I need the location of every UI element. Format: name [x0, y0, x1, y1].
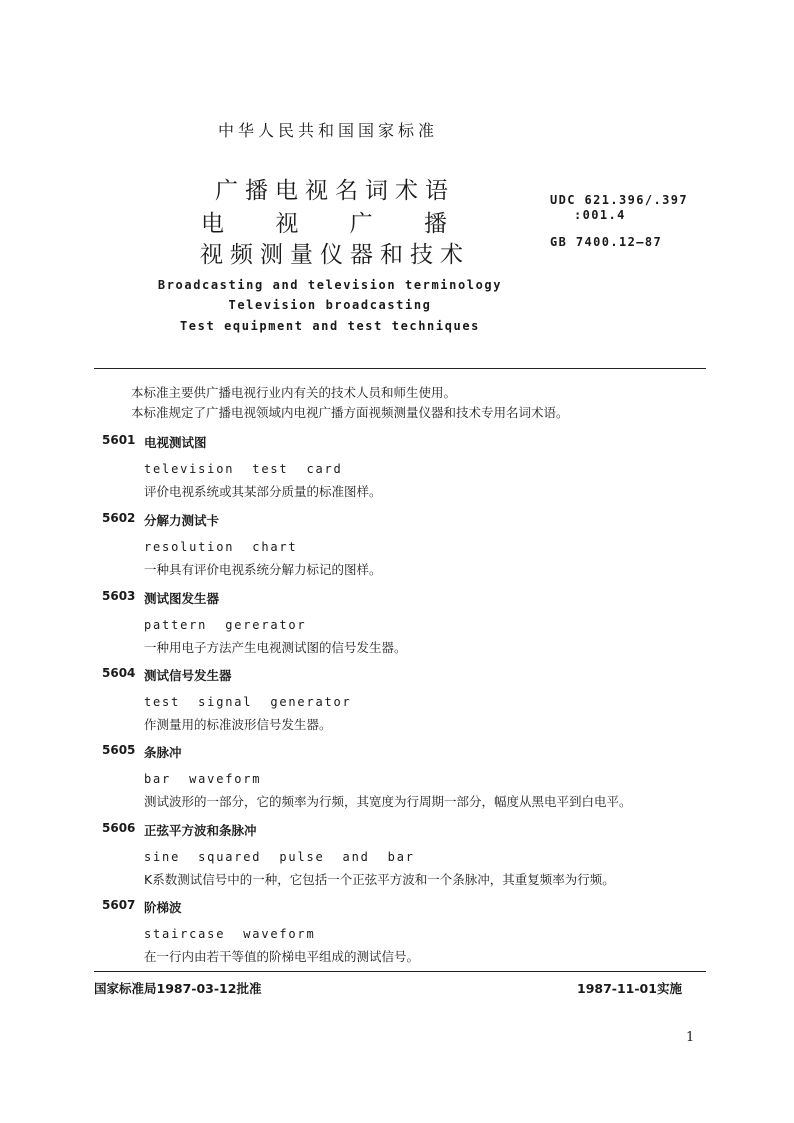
issuer-heading: 中华人民共和国国家标准 [218, 121, 439, 140]
term-definition: K系数测试信号中的一种，它包括一个正弦平方波和一个条脉冲，其重复频率为行频。 [144, 872, 615, 887]
term-number: 5606 [102, 821, 136, 835]
term-english: bar waveform [144, 772, 262, 786]
term-chinese: 阶梯波 [144, 900, 182, 915]
term-definition: 评价电视系统或其某部分质量的标准图样。 [144, 484, 382, 499]
term-number: 5602 [102, 511, 136, 525]
english-title-line-2: Television broadcasting [228, 298, 432, 312]
english-title-line-1: Broadcasting and television terminology [157, 278, 503, 292]
term-definition: 一种具有评价电视系统分解力标记的图样。 [144, 562, 382, 577]
term-english: staircase waveform [144, 927, 316, 941]
term-chinese: 分解力测试卡 [144, 513, 220, 528]
term-definition: 在一行内由若干等值的阶梯电平组成的测试信号。 [144, 949, 420, 964]
term-number: 5603 [102, 589, 136, 603]
term-number: 5604 [102, 666, 136, 680]
term-chinese: 测试图发生器 [144, 591, 220, 606]
term-english: test signal generator [144, 695, 352, 709]
footer-divider [94, 971, 706, 972]
udc-code-suffix: :001.4 [574, 208, 626, 222]
term-definition: 作测量用的标准波形信号发生器。 [144, 717, 332, 732]
term-english: sine squared pulse and bar [144, 850, 415, 864]
term-english: television test card [144, 462, 343, 476]
page-number: 1 [686, 1030, 695, 1045]
term-number: 5601 [102, 433, 136, 447]
term-chinese: 正弦平方波和条脉冲 [144, 823, 257, 838]
term-definition: 测试波形的一部分，它的频率为行频，其宽度为行周期一部分，幅度从黑电平到白电平。 [144, 794, 632, 809]
title-line-2: 电 视 广 播 [201, 211, 469, 237]
term-english: resolution chart [144, 540, 298, 554]
intro-line-2: 本标准规定了广播电视领域内电视广播方面视频测量仪器和技术专用名词术语。 [131, 405, 569, 420]
intro-line-1: 本标准主要供广播电视行业内有关的技术人员和师生使用。 [131, 385, 457, 400]
term-number: 5605 [102, 743, 136, 757]
approval-date: 国家标准局1987-03-12批准 [94, 981, 262, 996]
udc-code: UDC 621.396/.397 [550, 193, 688, 207]
effective-date: 1987-11-01实施 [577, 981, 682, 996]
english-title-line-3: Test equipment and test techniques [179, 319, 481, 333]
term-definition: 一种用电子方法产生电视测试图的信号发生器。 [144, 640, 407, 655]
term-english: pattern gererator [144, 618, 307, 632]
gb-standard-number: GB 7400.12—87 [550, 235, 663, 249]
term-chinese: 测试信号发生器 [144, 668, 232, 683]
title-line-3: 视频测量仪器和技术 [200, 242, 470, 268]
header-divider [94, 368, 706, 369]
title-line-1: 广播电视名词术语 [215, 178, 455, 204]
term-chinese: 电视测试图 [144, 435, 207, 450]
term-number: 5607 [102, 898, 136, 912]
term-chinese: 条脉冲 [144, 745, 182, 760]
